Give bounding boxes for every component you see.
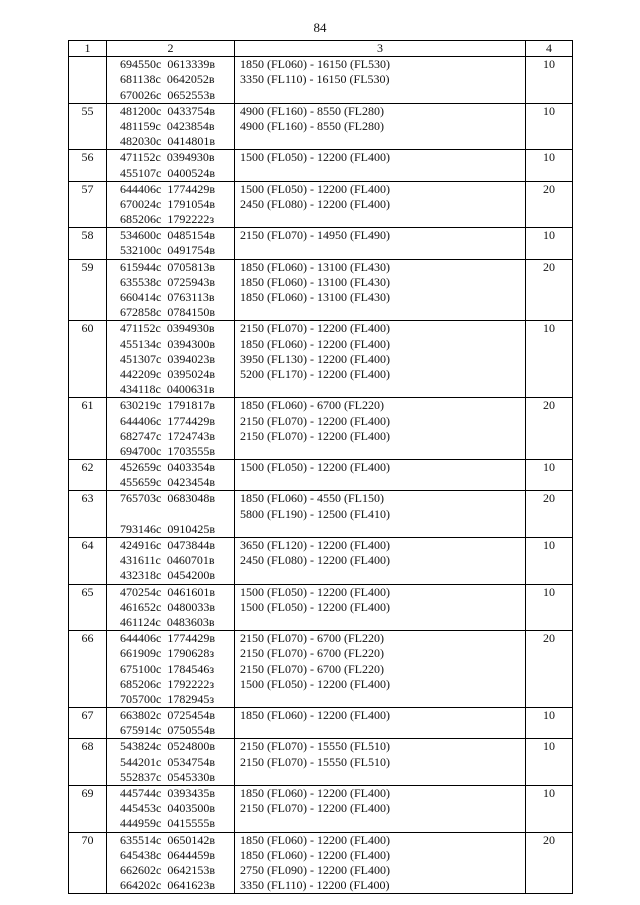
latitude: 445744c — [120, 786, 162, 801]
value-cell: 20 — [526, 832, 573, 894]
altitude-levels-cell — [235, 259, 526, 321]
altitude-levels-cell — [235, 398, 526, 460]
coordinate-line — [120, 398, 234, 413]
coordinates-cell — [107, 491, 235, 538]
coordinate-line — [120, 568, 234, 583]
altitude-level: 4900 (FL160) - 8550 (FL280) — [240, 118, 384, 133]
row-number-cell: 68 — [69, 739, 107, 786]
coordinates-cell — [107, 57, 235, 104]
row-number-cell: 60 — [69, 321, 107, 398]
coordinate-line — [120, 538, 234, 553]
longitude: 0491754в — [167, 243, 215, 258]
coordinate-line — [120, 662, 234, 677]
altitude-level: 4900 (FL160) - 8550 (FL280) — [240, 103, 384, 118]
coordinates-cell — [107, 398, 235, 460]
value-cell: 10 — [526, 708, 573, 739]
altitude-level: 2150 (FL070) - 15550 (FL510) — [240, 739, 390, 754]
altitude-levels-cell — [235, 832, 526, 894]
latitude: 675100c — [120, 661, 162, 676]
coordinate-line — [120, 522, 234, 537]
latitude: 442209c — [120, 366, 162, 381]
latitude: 681138c — [120, 72, 161, 87]
row-number-cell: 66 — [69, 631, 107, 708]
row-number-cell: 69 — [69, 786, 107, 833]
altitude-levels-cell — [235, 491, 526, 538]
coordinates-cell — [107, 103, 235, 150]
coordinates-cell — [107, 538, 235, 585]
longitude: 1791054в — [167, 196, 215, 211]
coordinate-line — [120, 615, 234, 630]
altitude-level: 1500 (FL050) - 12200 (FL400) — [240, 181, 390, 196]
coordinates-cell — [107, 228, 235, 259]
altitude-level: 2150 (FL070) - 12200 (FL400) — [240, 801, 390, 816]
table-body — [69, 57, 573, 894]
row-number-cell: 61 — [69, 398, 107, 460]
altitude-level: 2150 (FL070) - 14950 (FL490) — [240, 228, 390, 243]
row-number-cell: 57 — [69, 181, 107, 228]
airspace-table — [68, 40, 573, 894]
table-row — [69, 739, 573, 786]
coordinate-line — [120, 708, 234, 723]
latitude: 644406c — [120, 413, 162, 428]
latitude: 451307c — [120, 351, 162, 366]
altitude-level: 1850 (FL060) - 6700 (FL220) — [240, 398, 384, 413]
latitude: 552837c — [120, 769, 162, 784]
longitude: 0461601в — [167, 584, 215, 599]
longitude: 0534754в — [167, 754, 215, 769]
latitude: 670026c — [120, 87, 162, 102]
coordinate-line — [120, 150, 234, 165]
latitude: 471152c — [120, 150, 161, 165]
table-row — [69, 103, 573, 150]
table-row — [69, 786, 573, 833]
latitude: 672858c — [120, 305, 162, 320]
coordinates-cell — [107, 584, 235, 631]
value-cell: 10 — [526, 460, 573, 491]
coordinate-line — [120, 631, 234, 646]
coordinates-cell — [107, 786, 235, 833]
latitude: 543824c — [120, 739, 162, 754]
altitude-level: 1850 (FL060) - 13100 (FL430) — [240, 290, 390, 305]
longitude: 0613339в — [167, 57, 215, 72]
value-cell: 10 — [526, 321, 573, 398]
altitude-levels-cell — [235, 739, 526, 786]
coordinate-line — [120, 352, 234, 367]
altitude-level: 3950 (FL130) - 12200 (FL400) — [240, 351, 390, 366]
longitude: 0641623в — [167, 878, 215, 893]
longitude: 0454200в — [167, 568, 215, 583]
longitude: 0652553в — [167, 87, 215, 102]
table-row — [69, 460, 573, 491]
longitude: 0485154в — [167, 228, 215, 243]
coordinate-line — [120, 382, 234, 397]
altitude-levels-cell — [235, 321, 526, 398]
coordinate-line — [120, 475, 234, 490]
row-number-cell: 63 — [69, 491, 107, 538]
latitude: 615944c — [120, 259, 162, 274]
value-cell: 10 — [526, 739, 573, 786]
longitude: 0394023в — [167, 351, 215, 366]
coordinate-line — [120, 507, 234, 522]
coordinate-line — [120, 600, 234, 615]
longitude: 1703555в — [167, 443, 215, 458]
latitude: 644406c — [120, 631, 162, 646]
table-row — [69, 321, 573, 398]
latitude: 452659c — [120, 460, 162, 475]
coordinate-line — [120, 414, 234, 429]
table-row — [69, 708, 573, 739]
altitude-level: 2150 (FL070) - 15550 (FL510) — [240, 754, 390, 769]
coordinate-line — [120, 212, 234, 227]
table-row — [69, 538, 573, 585]
latitude: 661909c — [120, 646, 162, 661]
value-cell: 20 — [526, 181, 573, 228]
longitude: 0423454в — [167, 475, 215, 490]
altitude-level: 2450 (FL080) - 12200 (FL400) — [240, 196, 390, 211]
altitude-level: 3650 (FL120) - 12200 (FL400) — [240, 538, 390, 553]
longitude: 0650142в — [167, 832, 215, 847]
value-cell: 10 — [526, 538, 573, 585]
latitude: 793146c — [120, 521, 162, 536]
coordinates-cell — [107, 460, 235, 491]
coordinate-line — [120, 182, 234, 197]
altitude-levels-cell — [235, 584, 526, 631]
coordinate-line — [120, 585, 234, 600]
coordinate-line — [120, 553, 234, 568]
altitude-level: 1850 (FL060) - 12200 (FL400) — [240, 832, 390, 847]
row-number-cell: 62 — [69, 460, 107, 491]
latitude: 664202c — [120, 878, 162, 893]
value-cell: 10 — [526, 786, 573, 833]
coordinate-line — [120, 104, 234, 119]
altitude-level: 2150 (FL070) - 6700 (FL220) — [240, 646, 384, 661]
table-row — [69, 631, 573, 708]
latitude: 630219c — [120, 398, 162, 413]
longitude: 0433754в — [167, 103, 215, 118]
coordinate-line — [120, 801, 234, 816]
longitude: 0725454в — [167, 708, 215, 723]
longitude: 0415555в — [167, 816, 215, 831]
coordinate-line — [120, 134, 234, 149]
latitude: 663802c — [120, 708, 162, 723]
longitude: 0394300в — [167, 336, 215, 351]
latitude: 431611c — [120, 553, 161, 568]
altitude-level: 1500 (FL050) - 12200 (FL400) — [240, 676, 390, 691]
latitude: 682747c — [120, 428, 162, 443]
value-cell: 10 — [526, 228, 573, 259]
coordinate-line — [120, 444, 234, 459]
longitude: 0480033в — [167, 599, 215, 614]
coordinate-line — [120, 119, 234, 134]
coordinates-cell — [107, 259, 235, 321]
longitude: 0524800в — [167, 739, 215, 754]
value-cell: 20 — [526, 491, 573, 538]
coordinate-line — [120, 739, 234, 754]
altitude-level: 2150 (FL070) - 12200 (FL400) — [240, 413, 390, 428]
latitude: 635514c — [120, 832, 162, 847]
longitude: 1782945з — [167, 691, 215, 706]
coordinate-line — [120, 321, 234, 336]
value-cell: 10 — [526, 57, 573, 104]
longitude: 0750554в — [167, 723, 215, 738]
latitude: 481159c — [120, 118, 161, 133]
coordinate-line — [120, 197, 234, 212]
altitude-level: 2150 (FL070) - 12200 (FL400) — [240, 321, 390, 336]
coordinate-line — [120, 833, 234, 848]
coordinates-cell — [107, 832, 235, 894]
latitude: 455134c — [120, 336, 162, 351]
altitude-levels-cell — [235, 150, 526, 181]
coordinate-line — [120, 878, 234, 893]
altitude-level: 1850 (FL060) - 13100 (FL430) — [240, 259, 390, 274]
longitude: 1792222з — [167, 676, 215, 691]
altitude-level: 1850 (FL060) - 13100 (FL430) — [240, 274, 390, 289]
altitude-level: 5200 (FL170) - 12200 (FL400) — [240, 366, 390, 381]
longitude: 0395024в — [167, 366, 215, 381]
altitude-level: 1850 (FL060) - 12200 (FL400) — [240, 786, 390, 801]
latitude: 424916c — [120, 538, 162, 553]
altitude-levels-cell — [235, 57, 526, 104]
row-number-cell: 67 — [69, 708, 107, 739]
row-number-cell: 64 — [69, 538, 107, 585]
coordinate-line — [120, 723, 234, 738]
latitude: 685206c — [120, 212, 162, 227]
coordinate-line — [120, 228, 234, 243]
altitude-level: 1850 (FL060) - 4550 (FL150) — [240, 491, 384, 506]
coordinates-cell — [107, 739, 235, 786]
altitude-levels-cell — [235, 786, 526, 833]
table-row — [69, 491, 573, 538]
latitude: 534600c — [120, 228, 162, 243]
longitude: 0784150в — [167, 305, 215, 320]
longitude: 0400524в — [167, 165, 215, 180]
coordinate-line — [120, 863, 234, 878]
row-number-cell: 58 — [69, 228, 107, 259]
longitude: 0642052в — [166, 72, 215, 87]
longitude: 0394930в — [166, 150, 215, 165]
longitude: 0545330в — [167, 769, 215, 784]
altitude-level: 1850 (FL060) - 12200 (FL400) — [240, 336, 390, 351]
altitude-level: 1850 (FL060) - 12200 (FL400) — [240, 708, 390, 723]
coordinate-line — [120, 677, 234, 692]
value-cell: 10 — [526, 584, 573, 631]
coordinate-line — [120, 491, 234, 506]
table-row — [69, 584, 573, 631]
longitude: 0460701в — [166, 553, 215, 568]
altitude-level: 1500 (FL050) - 12200 (FL400) — [240, 584, 390, 599]
altitude-level: 2150 (FL070) - 6700 (FL220) — [240, 661, 384, 676]
altitude-level: 2450 (FL080) - 12200 (FL400) — [240, 553, 390, 568]
coordinate-line — [120, 755, 234, 770]
table-header-row — [69, 41, 573, 57]
latitude: 685206c — [120, 676, 162, 691]
coordinate-line — [120, 72, 234, 87]
latitude: 470254c — [120, 584, 162, 599]
latitude: 471152c — [120, 321, 161, 336]
coordinate-line — [120, 275, 234, 290]
altitude-level: 5800 (FL190) - 12500 (FL410) — [240, 506, 390, 521]
column-header-1: 1 — [69, 41, 107, 57]
altitude-levels-cell — [235, 228, 526, 259]
altitude-level: 3350 (FL110) - 16150 (FL530) — [240, 72, 390, 87]
longitude: 1774429в — [167, 413, 215, 428]
coordinate-line — [120, 460, 234, 475]
row-number-cell — [69, 57, 107, 104]
value-cell: 20 — [526, 398, 573, 460]
coordinate-line — [120, 290, 234, 305]
altitude-level: 2150 (FL070) - 6700 (FL220) — [240, 631, 384, 646]
latitude: 461124c — [120, 614, 161, 629]
latitude: 675914c — [120, 723, 162, 738]
table-row — [69, 57, 573, 104]
value-cell: 20 — [526, 631, 573, 708]
altitude-levels-cell — [235, 181, 526, 228]
coordinate-line — [120, 816, 234, 831]
latitude: 694550c — [120, 57, 162, 72]
latitude: 670024c — [120, 196, 162, 211]
table-row — [69, 398, 573, 460]
page-number: 84 — [313, 20, 327, 35]
latitude: 482030c — [120, 134, 162, 149]
coordinates-cell — [107, 708, 235, 739]
row-number-cell: 59 — [69, 259, 107, 321]
value-cell: 10 — [526, 103, 573, 150]
altitude-levels-cell — [235, 460, 526, 491]
latitude: 694700c — [120, 443, 162, 458]
longitude: 1724743в — [167, 428, 215, 443]
coordinates-cell — [107, 631, 235, 708]
longitude: 1791817в — [167, 398, 215, 413]
coordinates-cell — [107, 150, 235, 181]
coordinate-line — [120, 786, 234, 801]
latitude: 662602c — [120, 862, 162, 877]
longitude: 0403500в — [167, 801, 215, 816]
altitude-level: 1500 (FL050) - 12200 (FL400) — [240, 460, 390, 475]
longitude: 0642153в — [167, 862, 215, 877]
longitude: 0400631в — [166, 382, 215, 397]
latitude: 705700c — [120, 691, 162, 706]
table-row — [69, 832, 573, 894]
coordinate-line — [120, 337, 234, 352]
longitude: 0414801в — [167, 134, 215, 149]
row-number-cell: 56 — [69, 150, 107, 181]
longitude: 1774429в — [167, 631, 215, 646]
longitude: 0910425в — [167, 521, 215, 536]
altitude-level: 2150 (FL070) - 12200 (FL400) — [240, 428, 390, 443]
longitude: 0644459в — [167, 847, 215, 862]
coordinate-line — [120, 57, 234, 72]
altitude-level: 1500 (FL050) - 12200 (FL400) — [240, 599, 390, 614]
table-row — [69, 181, 573, 228]
latitude: 481200c — [120, 103, 162, 118]
coordinates-cell — [107, 321, 235, 398]
altitude-level: 1500 (FL050) - 12200 (FL400) — [240, 150, 390, 165]
longitude: 0725943в — [167, 274, 215, 289]
coordinate-line — [120, 692, 234, 707]
latitude: 635538c — [120, 274, 162, 289]
coordinate-line — [120, 305, 234, 320]
altitude-level: 1850 (FL060) - 12200 (FL400) — [240, 847, 390, 862]
altitude-level: 3350 (FL110) - 12200 (FL400) — [240, 878, 390, 893]
latitude: 765703c — [120, 491, 162, 506]
table-row — [69, 259, 573, 321]
coordinate-line — [120, 770, 234, 785]
altitude-level: 1850 (FL060) - 16150 (FL530) — [240, 57, 390, 72]
latitude: 461652c — [120, 599, 162, 614]
longitude: 0483603в — [166, 614, 215, 629]
longitude: 0705813в — [167, 259, 215, 274]
longitude: 0393435в — [167, 786, 215, 801]
table-row — [69, 150, 573, 181]
coordinate-line — [120, 243, 234, 258]
longitude: 1792222з — [167, 212, 215, 227]
column-header-2: 2 — [107, 41, 235, 57]
row-number-cell: 65 — [69, 584, 107, 631]
altitude-levels-cell — [235, 708, 526, 739]
longitude: 0683048в — [167, 491, 215, 506]
latitude: 455107c — [120, 165, 162, 180]
altitude-levels-cell — [235, 538, 526, 585]
longitude: 0763113в — [167, 290, 215, 305]
coordinate-line — [120, 367, 234, 382]
latitude: 645438c — [120, 847, 162, 862]
coordinate-line — [120, 646, 234, 661]
coordinates-cell — [107, 181, 235, 228]
longitude: 0423854в — [166, 118, 215, 133]
latitude: 644406c — [120, 181, 162, 196]
value-cell: 20 — [526, 259, 573, 321]
latitude: 660414c — [120, 290, 162, 305]
longitude: 1790628з — [167, 646, 215, 661]
latitude: 455659c — [120, 475, 162, 490]
longitude: 0394930в — [166, 321, 215, 336]
latitude: 434118c — [120, 382, 161, 397]
coordinate-line — [120, 260, 234, 275]
latitude: 432318c — [120, 568, 162, 583]
longitude: 1774429в — [167, 181, 215, 196]
row-number-cell: 55 — [69, 103, 107, 150]
table-row — [69, 228, 573, 259]
altitude-levels-cell — [235, 103, 526, 150]
column-header-4: 4 — [526, 41, 573, 57]
altitude-level: 2750 (FL090) - 12200 (FL400) — [240, 862, 390, 877]
coordinate-line — [120, 88, 234, 103]
coordinate-line — [120, 166, 234, 181]
latitude: 444959c — [120, 816, 162, 831]
row-number-cell: 70 — [69, 832, 107, 894]
longitude: 0403354в — [167, 460, 215, 475]
coordinate-line — [120, 429, 234, 444]
latitude: 445453c — [120, 801, 162, 816]
column-header-3: 3 — [235, 41, 526, 57]
latitude: 532100c — [120, 243, 162, 258]
value-cell: 10 — [526, 150, 573, 181]
coordinate-line — [120, 848, 234, 863]
longitude: 0473844в — [167, 538, 215, 553]
altitude-levels-cell — [235, 631, 526, 708]
longitude: 1784546з — [167, 661, 215, 676]
latitude: 544201c — [120, 754, 162, 769]
